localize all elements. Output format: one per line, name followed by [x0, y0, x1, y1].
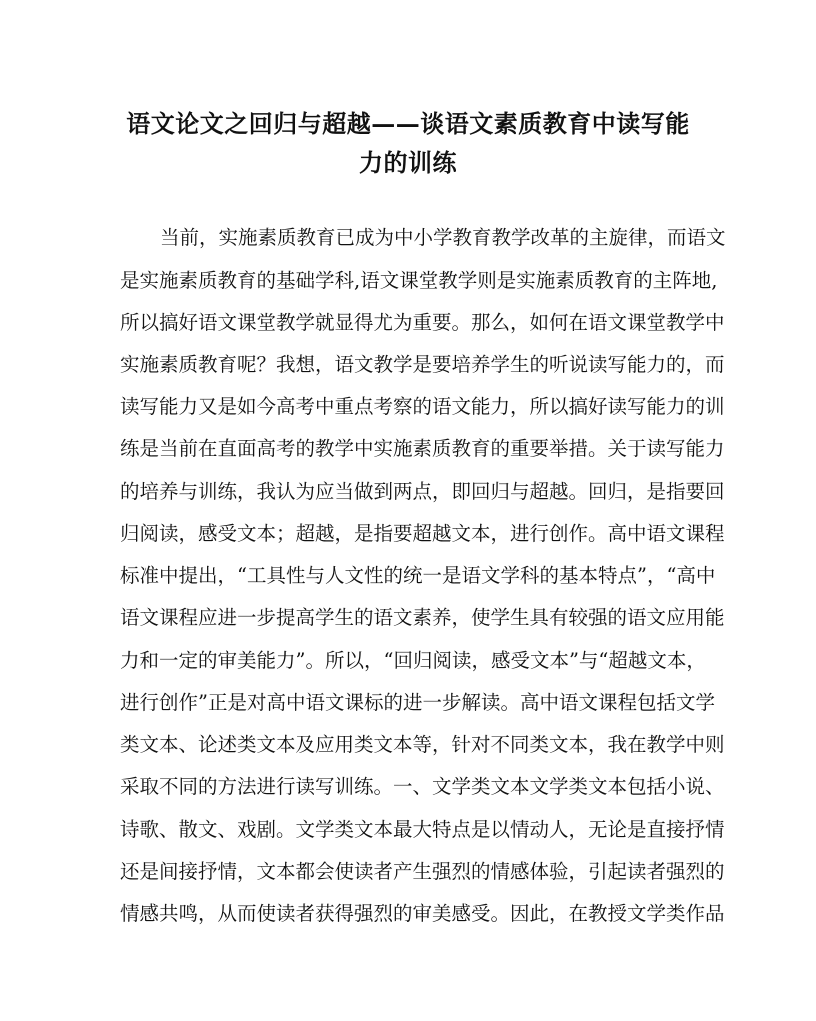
- document-title-line-1: 语文论文之回归与超越——谈语文素质教育中读写能: [126, 109, 690, 138]
- paragraph-line: 当前，实施素质教育已成为中小学教育教学改革的主旋律，而语文: [160, 226, 726, 249]
- paragraph-line: 实施素质教育呢？我想，语文教学是要培养学生的听说读写能力的，而: [120, 353, 725, 376]
- paragraph-line: 读写能力又是如今高考中重点考察的语文能力，所以搞好读写能力的训: [120, 395, 725, 418]
- paragraph-line: 进行创作”正是对高中语文课标的进一步解读。高中语文课程包括文学: [120, 691, 715, 714]
- document-title-line-2: 力的训练: [359, 148, 457, 177]
- paragraph-line: 语文课程应进一步提高学生的语文素养，使学生具有较强的语文应用能: [120, 606, 725, 629]
- paragraph-line: 的培养与训练，我认为应当做到两点，即回归与超越。回归，是指要回: [120, 480, 725, 503]
- paragraph-line: 是实施素质教育的基础学科,语文课堂教学则是实施素质教育的主阵地,: [120, 269, 718, 292]
- paragraph-line: 情感共鸣，从而使读者获得强烈的审美感受。因此，在教授文学类作品: [120, 902, 725, 925]
- paragraph-line: 所以搞好语文课堂教学就显得尤为重要。那么，如何在语文课堂教学中: [120, 311, 725, 334]
- paragraph-line: 还是间接抒情，文本都会使读者产生强烈的情感体验，引起读者强烈的: [120, 860, 725, 883]
- paragraph-line: 标准中提出，“工具性与人文性的统一是语文学科的基本特点”，“高中: [120, 564, 716, 587]
- paragraph-line: 练是当前在直面高考的教学中实施素质教育的重要举措。关于读写能力: [120, 437, 725, 460]
- paragraph-line: 归阅读，感受文本；超越，是指要超越文本，进行创作。高中语文课程: [120, 522, 725, 545]
- paragraph-line: 类文本、论述类文本及应用类文本等，针对不同类文本，我在教学中则: [120, 733, 725, 756]
- paragraph-line: 采取不同的方法进行读写训练。一、文学类文本文学类文本包括小说、: [120, 775, 725, 798]
- paragraph-line: 诗歌、散文、戏剧。文学类文本最大特点是以情动人，无论是直接抒情: [120, 818, 725, 841]
- paragraph-line: 力和一定的审美能力”。所以，“回归阅读，感受文本”与“超越文本，: [120, 649, 706, 672]
